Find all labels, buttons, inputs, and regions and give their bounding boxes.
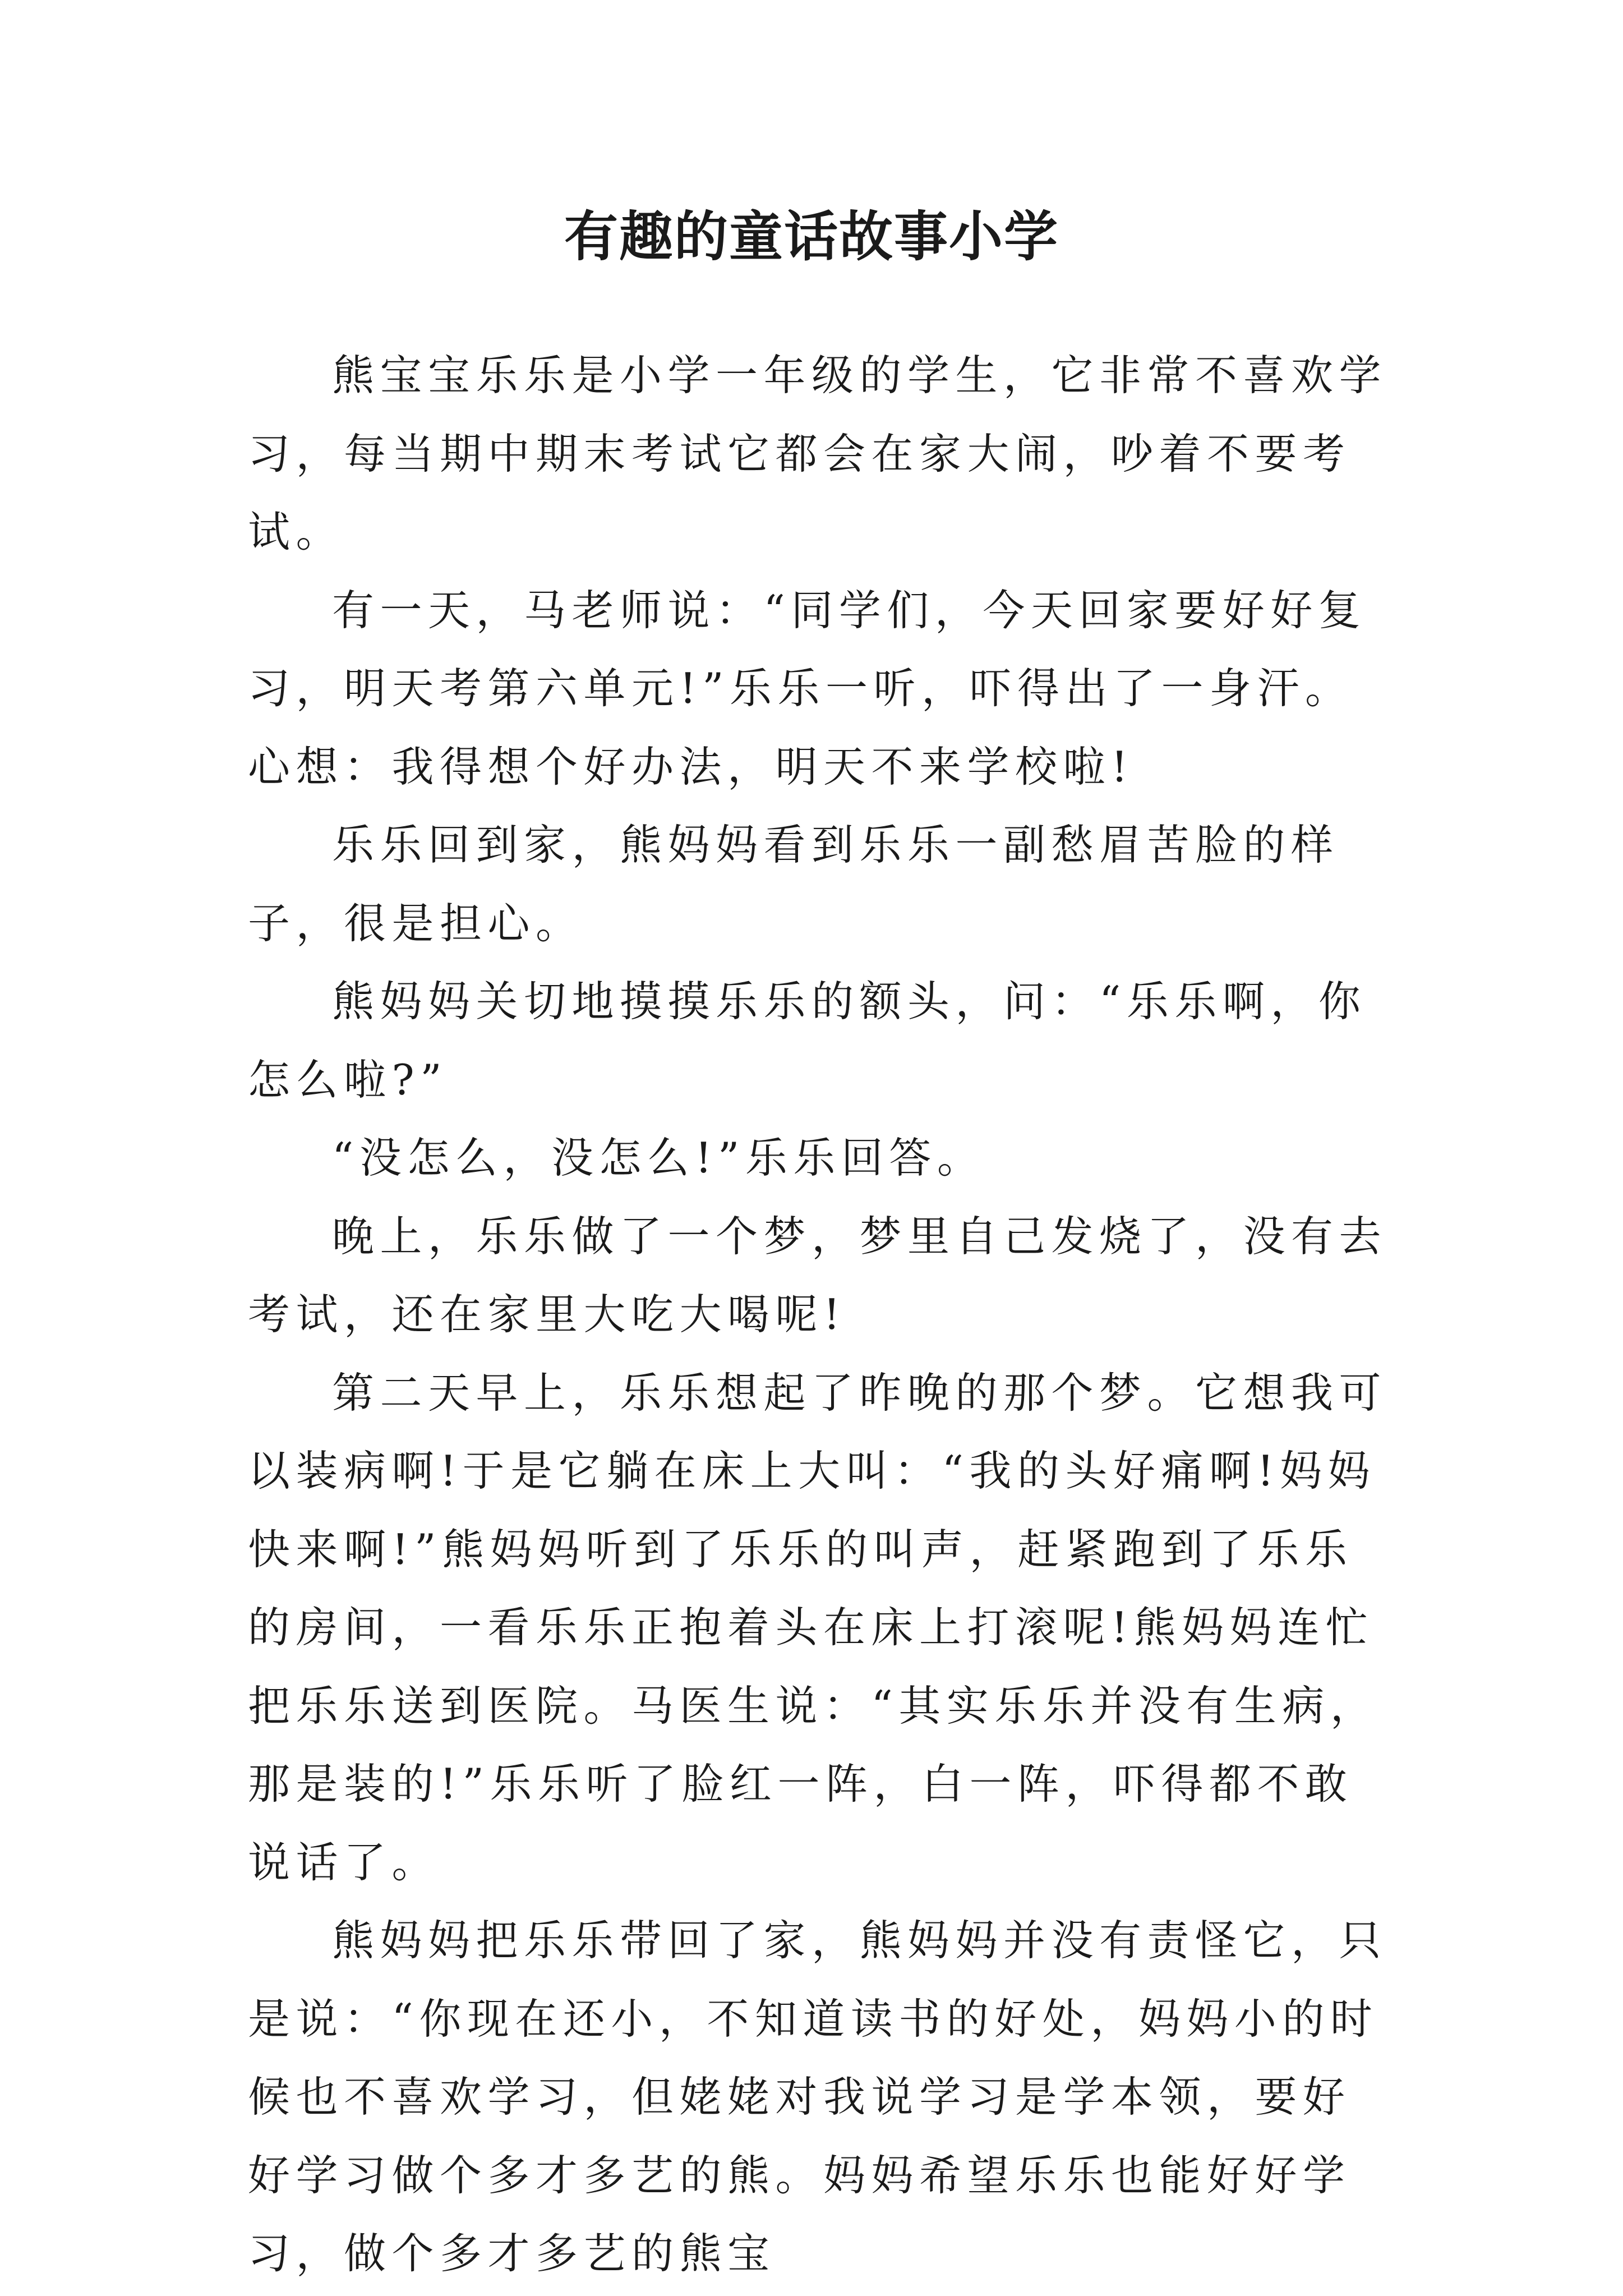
paragraph: 晚上，乐乐做了一个梦，梦里自己发烧了，没有去考试，还在家里大吃大喝呢!	[248, 1211, 1387, 1339]
paragraph: 有一天，马老师说：“同学们，今天回家要好好复习，明天考第六单元!”乐乐一听，吓得出了一身汗。心想：我得想个好办法，明天不来学校啦!	[248, 585, 1367, 792]
document-title: 有趣的童话故事小学	[564, 205, 1059, 268]
paragraph: 熊妈妈把乐乐带回了家，熊妈妈并没有责怪它，只是说：“你现在还小，不知道读书的好处，妈妈小的时候也不喜欢学习，但姥姥对我说学习是学本领，要好好学习做个多才多艺的熊。妈妈希望乐乐也能好好学习，做个多才多艺的熊宝	[248, 1916, 1387, 2278]
paragraph: 熊妈妈关切地摸摸乐乐的额头，问：“乐乐啊，你怎么啦?”	[248, 977, 1367, 1105]
paragraph: 熊宝宝乐乐是小学一年级的学生，它非常不喜欢学习，每当期中期末考试它都会在家大闹，吵着不要考试。	[248, 351, 1387, 556]
paragraph: 第二天早上，乐乐想起了昨晚的那个梦。它想我可以装病啊!于是它躺在床上大叫：“我的头好痛啊!妈妈快来啊!”熊妈妈听到了乐乐的叫声，赶紧跑到了乐乐的房间，一看乐乐正抱着头在床上打滚呢!熊妈妈连忙把乐乐送到医院。马医生说：“其实乐乐并没有生病，那是装的!”乐乐听了脸红一阵，白一阵，吓得都不敢说话了。	[248, 1368, 1387, 1887]
document-body	[248, 337, 1391, 2293]
paragraph: 乐乐回到家，熊妈妈看到乐乐一副愁眉苦脸的样子，很是担心。	[248, 820, 1339, 948]
paragraph: “没怎么，没怎么!”乐乐回答。	[332, 1133, 985, 1182]
